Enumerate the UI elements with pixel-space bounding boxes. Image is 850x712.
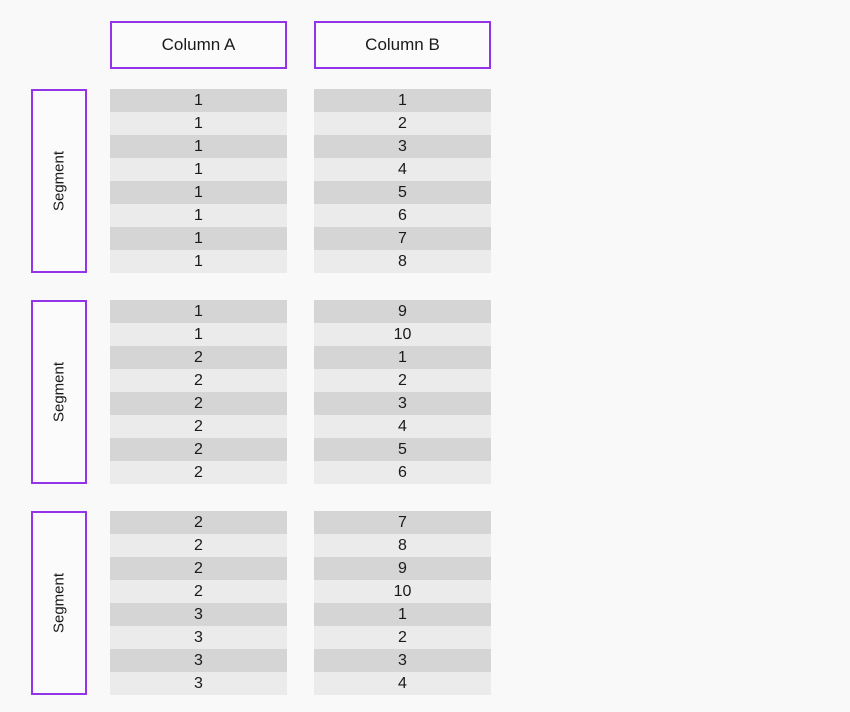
segment-label: Segment	[50, 150, 68, 212]
cell-column-a: 3	[110, 603, 287, 626]
cell-column-b: 7	[314, 227, 491, 250]
cell-column-a: 3	[110, 649, 287, 672]
column-a-rows	[110, 300, 287, 484]
cell-column-a: 2	[110, 557, 287, 580]
cell-column-a: 1	[110, 135, 287, 158]
cell-column-a: 2	[110, 461, 287, 484]
cell-column-a: 2	[110, 369, 287, 392]
cell-column-a: 2	[110, 580, 287, 603]
segment-label-box	[31, 511, 87, 695]
cell-column-b: 4	[314, 672, 491, 695]
cell-column-b: 2	[314, 369, 491, 392]
cell-column-b: 5	[314, 181, 491, 204]
cell-column-b: 8	[314, 250, 491, 273]
cell-column-a: 2	[110, 392, 287, 415]
cell-column-b: 5	[314, 438, 491, 461]
cell-column-a: 1	[110, 112, 287, 135]
cell-column-b: 3	[314, 135, 491, 158]
cell-column-b: 9	[314, 557, 491, 580]
cell-column-b: 9	[314, 300, 491, 323]
cell-column-b: 3	[314, 649, 491, 672]
cell-column-b: 6	[314, 204, 491, 227]
cell-column-a: 1	[110, 250, 287, 273]
cell-column-a: 1	[110, 181, 287, 204]
column-b-rows	[314, 511, 491, 695]
column-b-header-box	[314, 21, 491, 69]
cell-column-a: 2	[110, 534, 287, 557]
column-b-header-label: Column B	[365, 35, 440, 54]
segment-group-3	[0, 511, 850, 695]
cell-column-b: 10	[314, 323, 491, 346]
cell-column-a: 2	[110, 415, 287, 438]
cell-column-b: 10	[314, 580, 491, 603]
cell-column-b: 8	[314, 534, 491, 557]
cell-column-b: 7	[314, 511, 491, 534]
cell-column-a: 1	[110, 227, 287, 250]
cell-column-b: 6	[314, 461, 491, 484]
cell-column-a: 1	[110, 158, 287, 181]
cell-column-b: 2	[314, 626, 491, 649]
column-a-header-box	[110, 21, 287, 69]
cell-column-a: 1	[110, 204, 287, 227]
cell-column-b: 4	[314, 415, 491, 438]
cell-column-b: 1	[314, 346, 491, 369]
cell-column-a: 3	[110, 626, 287, 649]
column-a-rows	[110, 511, 287, 695]
cell-column-a: 2	[110, 511, 287, 534]
cell-column-b: 2	[314, 112, 491, 135]
cell-column-a: 1	[110, 323, 287, 346]
cell-column-a: 2	[110, 438, 287, 461]
column-b-rows	[314, 300, 491, 484]
segment-group-1	[0, 89, 850, 273]
cell-column-a: 2	[110, 346, 287, 369]
cell-column-b: 3	[314, 392, 491, 415]
segment-group-2	[0, 300, 850, 484]
segment-label-box	[31, 300, 87, 484]
cell-column-b: 4	[314, 158, 491, 181]
cell-column-a: 3	[110, 672, 287, 695]
column-b-rows	[314, 89, 491, 273]
cell-column-b: 1	[314, 603, 491, 626]
segment-label: Segment	[50, 361, 68, 423]
cell-column-a: 1	[110, 89, 287, 112]
column-a-header-label: Column A	[161, 35, 236, 54]
cell-column-a: 1	[110, 300, 287, 323]
segment-label-box	[31, 89, 87, 273]
segment-label: Segment	[50, 572, 68, 634]
column-a-rows	[110, 89, 287, 273]
cell-column-b: 1	[314, 89, 491, 112]
